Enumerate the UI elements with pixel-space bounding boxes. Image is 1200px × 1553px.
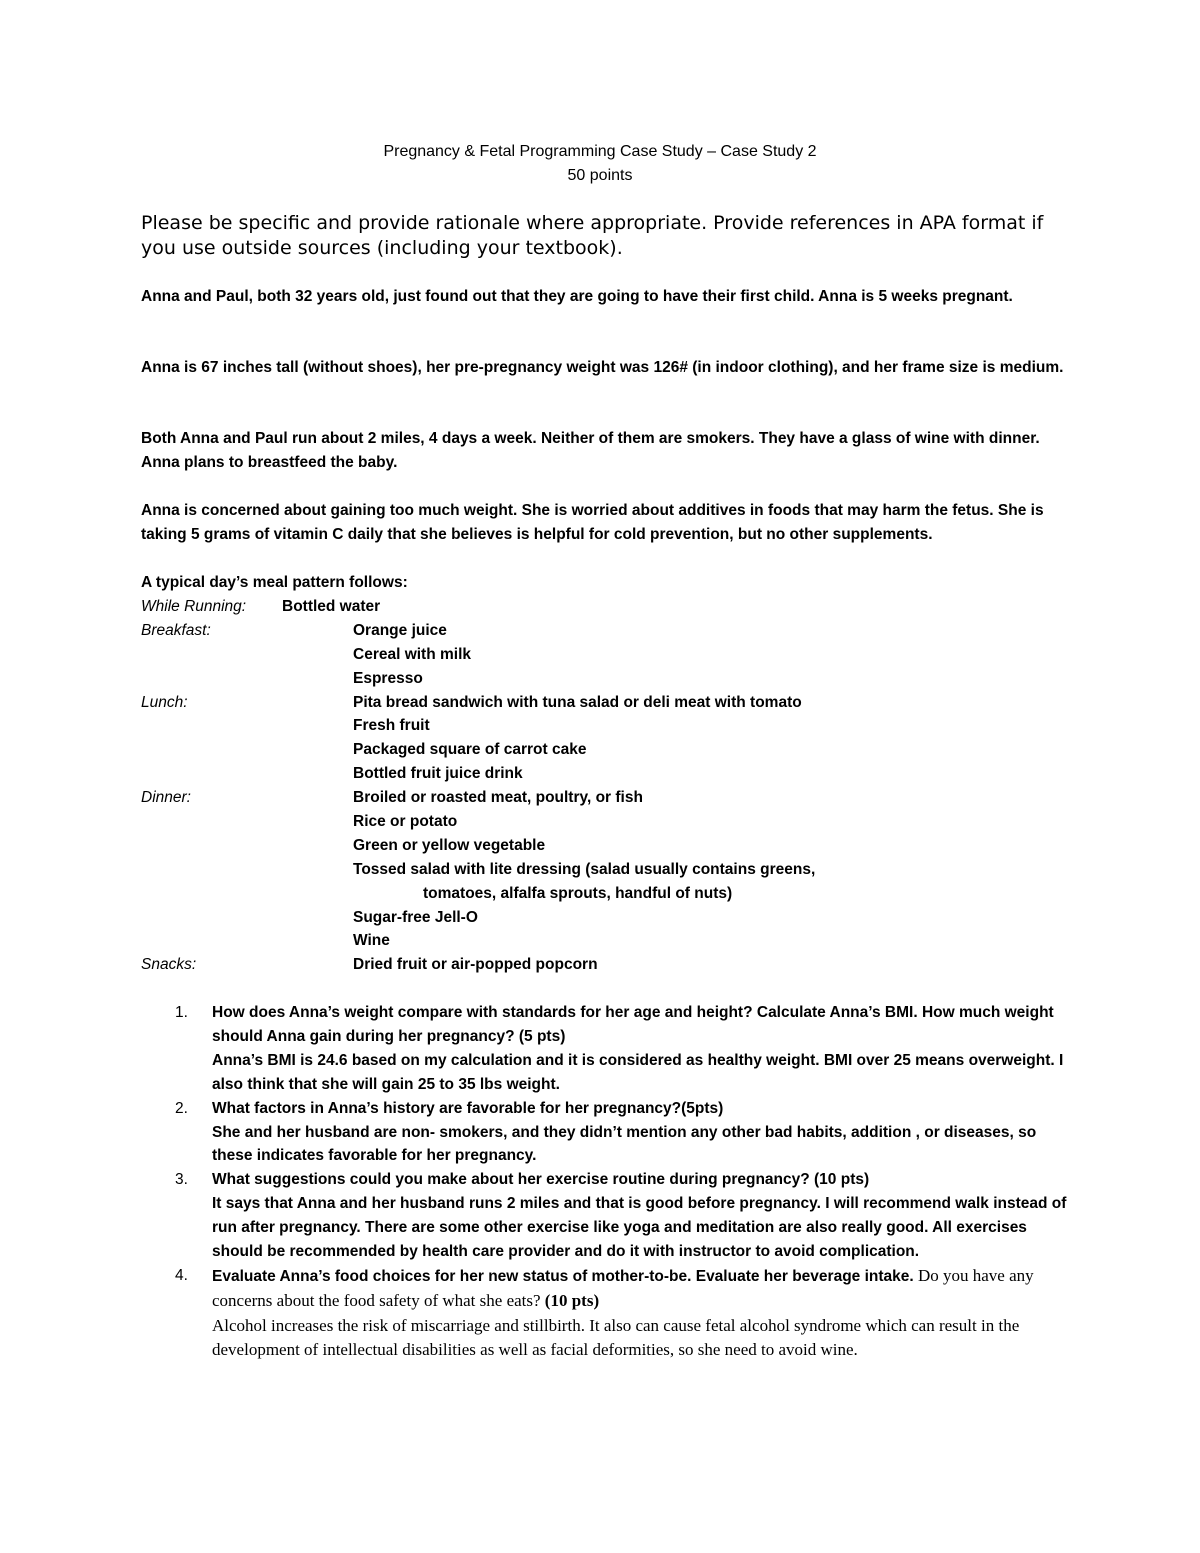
meal-row — [141, 643, 1081, 667]
title-block — [0, 140, 1200, 188]
meal-row-breakfast — [141, 619, 1081, 643]
question-text — [212, 1264, 1071, 1314]
meal-label-lunch: Lunch: — [141, 693, 188, 711]
meal-item: Packaged square of carrot cake — [353, 741, 587, 759]
document-points: 50 points — [567, 167, 633, 184]
meal-item: Fresh fruit — [353, 717, 430, 735]
meal-item: Bottled water — [282, 598, 381, 615]
meal-item: Green or yellow vegetable — [353, 836, 546, 854]
meal-label-snacks: Snacks: — [141, 956, 197, 974]
paragraph-concerns: Anna is concerned about gaining too much weight. She is worried about additives in foods that may harm the fetus. She is taking 5 grams of vitamin C daily that she believes is helpful for cold prevention, but no other supplements. — [141, 502, 1044, 543]
meal-pattern-table — [141, 595, 1081, 977]
paragraph-lifestyle: Both Anna and Paul run about 2 miles, 4 days a week. Neither of them are smokers. They have a glass of wine with dinner. Anna plans to breastfeed the baby. — [141, 430, 1040, 471]
question-item-2 — [141, 1097, 1071, 1169]
meal-row — [141, 810, 1081, 834]
meal-row-lunch — [141, 691, 1081, 715]
meal-item: Dried fruit or air-popped popcorn — [353, 956, 598, 974]
meal-row — [141, 714, 1081, 738]
meal-row — [141, 929, 1081, 953]
paragraph-intro: Anna and Paul, both 32 years old, just found out that they are going to have their first child. Anna is 5 weeks pregnant. — [141, 288, 1013, 305]
meal-item: Bottled fruit juice drink — [353, 765, 523, 783]
answer-text: It says that Anna and her husband runs 2 miles and that is good before pregnancy. I will recommend walk instead of run after pregnancy. There are some other exercise like yoga and meditation are also really good. All exercises should be recommended by health care provider and do it with instructor to avoid complication. — [212, 1195, 1067, 1261]
meal-row — [141, 834, 1081, 858]
answer-text: She and her husband are non- smokers, and they didn’t mention any other bad habits, addition , or diseases, so these indicates favorable for her pregnancy. — [212, 1123, 1037, 1165]
instructions: Please be specific and provide rationale where appropriate. Provide references in APA format if you use outside sources (including your textbook). — [141, 212, 1044, 259]
answer-text: Alcohol increases the risk of miscarriage and stillbirth. It also can cause fetal alcohol syndrome which can result in the development of intellectual disabilities as well as facial deformities, so she need to avoid wine. — [212, 1315, 1020, 1359]
meal-row-running — [141, 595, 1081, 619]
meal-item: Rice or potato — [353, 813, 458, 831]
question-item-3 — [141, 1168, 1071, 1264]
meal-item: Cereal with milk — [353, 645, 472, 663]
question-text-serif: Do you have any concerns about the food safety of what she eats? — [212, 1265, 1034, 1310]
question-item-4 — [141, 1264, 1071, 1362]
meal-item: Espresso — [353, 669, 423, 687]
question-number: 3. — [175, 1171, 188, 1189]
meal-row — [141, 882, 1081, 906]
question-number: 2. — [175, 1099, 188, 1117]
meal-label-running: While Running: — [141, 598, 247, 615]
question-text: What suggestions could you make about her exercise routine during pregnancy? (10 pts) — [212, 1171, 870, 1189]
meal-row-snacks — [141, 953, 1081, 977]
meal-item: tomatoes, alfalfa sprouts, handful of nuts) — [423, 884, 733, 902]
answer-text: Anna’s BMI is 24.6 based on my calculation and it is considered as healthy weight. BMI over 25 means overweight. I also think that she will gain 25 to 35 lbs weight. — [212, 1051, 1064, 1093]
meal-label-breakfast: Breakfast: — [141, 621, 211, 639]
question-points: (10 pts) — [544, 1290, 600, 1310]
meal-label-dinner: Dinner: — [141, 789, 191, 807]
meal-row — [141, 906, 1081, 930]
question-item-1 — [141, 1001, 1071, 1097]
paragraph-anthropometrics: Anna is 67 inches tall (without shoes), her pre-pregnancy weight was 126# (in indoor clothing), and her frame size is medium. — [141, 359, 1064, 376]
meal-row — [141, 858, 1081, 882]
meal-item: Broiled or roasted meat, poultry, or fish — [353, 789, 643, 807]
meal-item: Orange juice — [353, 621, 447, 639]
question-text: What factors in Anna’s history are favorable for her pregnancy?(5pts) — [212, 1099, 724, 1117]
question-number: 1. — [175, 1004, 188, 1021]
meal-item: Pita bread sandwich with tuna salad or deli meat with tomato — [353, 693, 802, 711]
meal-item: Wine — [353, 932, 390, 950]
meal-row — [141, 667, 1081, 691]
question-text-bold: Evaluate Anna’s food choices for her new status of mother-to-be. Evaluate her beverage intake. — [212, 1267, 914, 1285]
meal-row-dinner — [141, 786, 1081, 810]
question-text: How does Anna’s weight compare with standards for her age and height? Calculate Anna’s BMI. How much weight should Anna gain during her pregnancy? (5 pts) — [212, 1004, 1054, 1045]
meal-item: Tossed salad with lite dressing (salad usually contains greens, — [353, 860, 816, 878]
meal-row — [141, 738, 1081, 762]
meal-item: Sugar-free Jell-O — [353, 908, 478, 926]
question-number: 4. — [175, 1266, 188, 1284]
question-list — [141, 1001, 1071, 1362]
meal-pattern-heading: A typical day’s meal pattern follows: — [141, 574, 408, 591]
document-title: Pregnancy & Fetal Programming Case Study – Case Study 2 — [383, 143, 817, 160]
meal-row — [141, 762, 1081, 786]
